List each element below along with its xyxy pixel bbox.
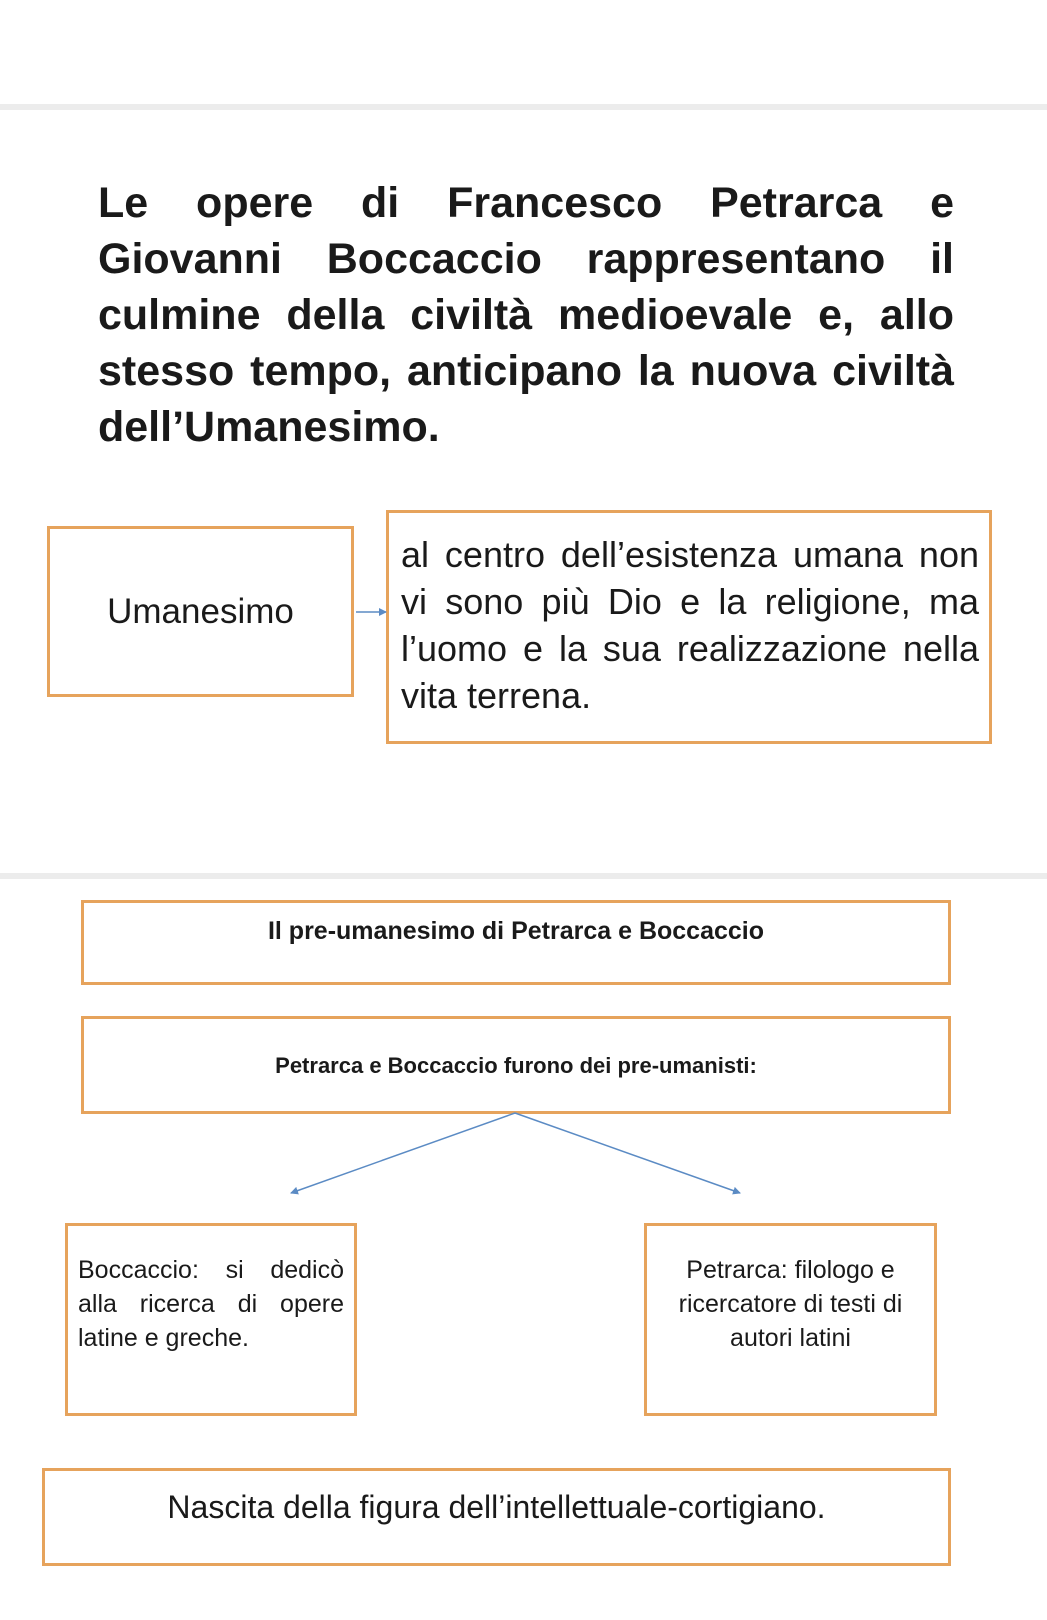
intro-paragraph: Le opere di Francesco Petrarca e Giovanni Boccaccio rappresentano il culmine della civiltà medioevale e, allo stesso tempo, anticipano la nuova civiltà dell’Umanesimo.	[98, 179, 954, 451]
pre-umanesimo-title: Il pre-umanesimo di Petrarca e Boccaccio	[267, 917, 765, 945]
arrow-to-petrarca	[515, 1113, 740, 1193]
pre-umanisti-claim: Petrarca e Boccaccio furono dei pre-umanisti:	[275, 1053, 757, 1078]
arrow-to-boccaccio	[291, 1113, 515, 1193]
nascita-text: Nascita della figura dell’intellettuale-cortigiano.	[167, 1489, 826, 1525]
boccaccio-text: Boccaccio: si dedicò alla ricerca di opere latine e greche.	[78, 1256, 344, 1352]
umanesimo-label: Umanesimo	[107, 591, 294, 631]
petrarca-text: Petrarca: filologo e ricercatore di testi di autori latini	[678, 1256, 903, 1352]
umanesimo-definition-text: al centro dell’esistenza umana non vi sono più Dio e la religione, ma l’uomo e la sua realizzazione nella vita terrena.	[401, 534, 979, 716]
